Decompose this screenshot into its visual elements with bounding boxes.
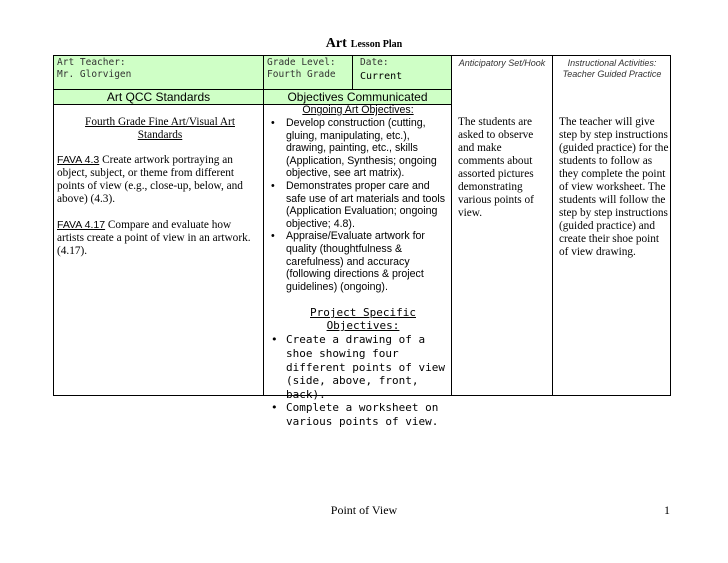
standard-code: FAVA 4.17 bbox=[57, 219, 106, 231]
anticipatory-heading bbox=[452, 58, 552, 68]
standards-heading-text: Fourth Grade Fine Art/Visual Art bbox=[85, 116, 235, 128]
standards-heading-line2 bbox=[61, 129, 259, 142]
standard-item bbox=[57, 154, 259, 206]
objectives-column-heading: Objectives Communicated bbox=[287, 90, 428, 104]
teacher-cell bbox=[57, 57, 131, 81]
list-item: • Develop construction (cutting, gluing, manipulating, etc.), drawing, painting, etc., skills (Application, Synthesis; ongoing objective, see art matrix). bbox=[266, 117, 450, 180]
list-item: • Create a drawing of a shoe showing four different points of view (side, above, front, back). bbox=[266, 333, 450, 401]
divider-line bbox=[352, 55, 353, 89]
objectives-cell bbox=[266, 104, 450, 428]
standards-cell bbox=[57, 116, 259, 258]
standard-item bbox=[57, 219, 259, 258]
grade-value: Fourth Grade bbox=[267, 69, 336, 80]
teacher-name: Mr. Glorvigen bbox=[57, 69, 132, 80]
date-value: Current bbox=[360, 71, 403, 82]
grade-cell bbox=[267, 57, 336, 81]
document-title bbox=[0, 34, 728, 52]
instructional-label-line2: Teacher Guided Practice bbox=[562, 69, 662, 79]
anticipatory-cell: The students are asked to observe and make comments about assorted pictures demonstrating various points of view. bbox=[458, 116, 534, 219]
list-item: • Complete a worksheet on various points of view. bbox=[266, 401, 450, 428]
instructional-heading bbox=[553, 58, 671, 80]
standard-text: Create artwork portraying an object, subject, or theme from different points of view (e.g., close-up, below, and above) (4.3). bbox=[57, 154, 243, 205]
instructional-label-line1: Instructional Activities: bbox=[567, 58, 657, 68]
title-suffix: Lesson Plan bbox=[350, 39, 403, 50]
page-number: 1 bbox=[664, 503, 670, 517]
project-objectives-heading: Project Specific Objectives: bbox=[310, 306, 416, 333]
anticipatory-label: Anticipatory Set/Hook bbox=[458, 58, 546, 68]
instructional-cell: The teacher will give step by step instructions (guided practice) for the students to follow as they complete the point of view worksheet. The students will follow the step by step instructions (guided practice) and create their shoe point of view drawing. bbox=[559, 116, 669, 258]
date-cell bbox=[360, 57, 402, 83]
project-objectives-list bbox=[266, 333, 450, 428]
standards-heading-text-2: Standards bbox=[137, 129, 183, 141]
standards-heading-line1 bbox=[61, 116, 259, 129]
list-item: • Demonstrates proper care and safe use of art materials and tools (Application Evaluation; ongoing objective; 4.8). bbox=[266, 180, 450, 230]
date-label: Date: bbox=[360, 57, 389, 68]
grade-label: Grade Level: bbox=[267, 57, 336, 68]
standards-column-heading: Art QCC Standards bbox=[106, 90, 211, 104]
title-subject: Art bbox=[325, 36, 347, 51]
standard-code: FAVA 4.3 bbox=[57, 154, 100, 166]
standards-heading bbox=[57, 116, 259, 142]
footer-title: Point of View bbox=[330, 503, 398, 517]
divider-line bbox=[263, 55, 264, 396]
ongoing-objectives-list bbox=[266, 117, 450, 293]
standard-text: Compare and evaluate how artists create a point of view in an artwork. (4.17). bbox=[57, 219, 251, 257]
divider-line bbox=[552, 55, 553, 396]
divider-line bbox=[451, 55, 452, 396]
teacher-label: Art Teacher: bbox=[57, 57, 126, 68]
ongoing-objectives-heading: Ongoing Art Objectives: bbox=[302, 104, 414, 116]
list-item: • Appraise/Evaluate artwork for quality (thoughtfulness & carefulness) and accuracy (following directions & project guidelines) (ongoing). bbox=[266, 230, 450, 293]
